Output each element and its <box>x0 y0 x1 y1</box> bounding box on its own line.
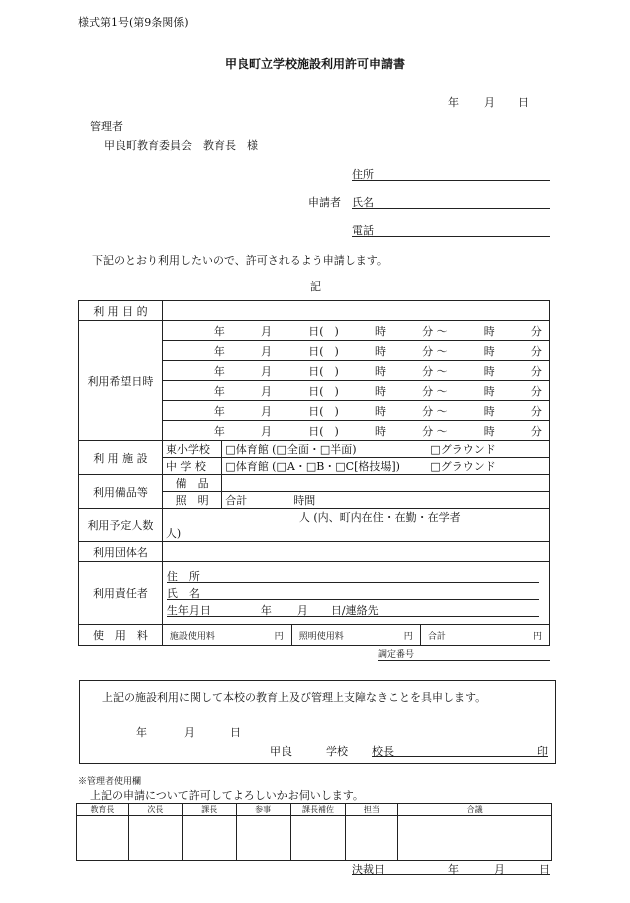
date-minute: 分 〜 <box>422 344 448 358</box>
facility-school-1: 東小学校 <box>162 441 221 458</box>
stamp-box-deputy[interactable] <box>128 816 182 861</box>
date-month: 月 <box>261 364 273 378</box>
date-month: 月 <box>261 424 273 438</box>
fee-label: 使 用 料 <box>79 625 163 646</box>
date-minute: 分 〜 <box>422 424 448 438</box>
date-hour-end: 時 <box>483 324 495 338</box>
seal-label: 印 <box>537 745 548 758</box>
date-year: 年 <box>213 384 225 398</box>
applicant-phone-label: 電話 <box>352 224 374 237</box>
facility-options-2[interactable] <box>222 458 550 475</box>
ground-option-1[interactable]: □グラウンド <box>430 443 496 456</box>
purpose-row <box>79 301 550 321</box>
facility-school-2: 中 学 校 <box>162 458 221 475</box>
facility-options-1[interactable] <box>222 441 550 458</box>
facility-row-1 <box>79 441 550 458</box>
facility-fee-label: 施設使用料 <box>169 631 215 642</box>
responsible-row <box>79 562 550 625</box>
assessment-number-field[interactable] <box>378 647 550 661</box>
application-table <box>78 300 550 646</box>
school-statement: 上記の施設利用に関して本校の教育上及び管理上支障なきことを具申します。 <box>102 691 487 704</box>
responsible-birth-field[interactable] <box>167 602 539 617</box>
date-month: 月 <box>261 384 273 398</box>
stamp-box-staff[interactable] <box>346 816 398 861</box>
date-hour-end: 時 <box>483 404 495 418</box>
date-year: 年 <box>213 364 225 378</box>
date-minute: 分 〜 <box>422 364 448 378</box>
date-month: 月 <box>261 344 273 358</box>
responsible-name-label: 氏 名 <box>166 587 200 600</box>
date-field-5[interactable] <box>162 401 549 421</box>
people-text: 人 (内、町内在住・在勤・在学者 <box>298 511 461 524</box>
date-day: 日( ) <box>308 364 339 378</box>
principal-signature-field[interactable] <box>372 743 548 757</box>
date-field-1[interactable] <box>162 321 549 341</box>
date-month: 月 <box>484 96 495 109</box>
date-minute: 分 〜 <box>422 324 448 338</box>
people-row <box>79 509 550 542</box>
total-fee-unit: 円 <box>532 631 542 642</box>
dates-label: 利用希望日時 <box>79 321 163 441</box>
date-day: 日( ) <box>308 344 339 358</box>
approval-table <box>76 803 552 861</box>
date-hour-end: 時 <box>483 344 495 358</box>
approval-header-consultation: 合議 <box>398 804 552 816</box>
approval-header-deputy: 次長 <box>128 804 182 816</box>
equipment-item: 備 品 <box>162 475 221 492</box>
date-hour: 時 <box>374 404 386 418</box>
date-day: 日( ) <box>308 404 339 418</box>
responsible-address-field[interactable] <box>167 568 539 583</box>
date-field-4[interactable] <box>162 381 549 401</box>
admin-request-text: 上記の申請について許可してよろしいかお伺いします。 <box>90 789 364 802</box>
responsible-address-label: 住 所 <box>166 570 200 583</box>
date-hour: 時 <box>374 364 386 378</box>
date-field-2[interactable] <box>162 341 549 361</box>
approval-stamp-row <box>77 816 552 861</box>
date-minute: 分 〜 <box>422 404 448 418</box>
date-day: 日 <box>518 96 529 109</box>
total-fee-field[interactable] <box>420 625 549 646</box>
purpose-field[interactable] <box>162 301 549 321</box>
approval-header-director: 課長 <box>182 804 236 816</box>
date-month: 月 <box>261 324 273 338</box>
ki-mark: 記 <box>310 280 321 293</box>
birth-year: 年 <box>260 604 272 617</box>
applicant-name-field[interactable] <box>352 194 550 209</box>
applicant-address-field[interactable] <box>352 166 550 181</box>
date-row-1 <box>79 321 550 341</box>
date-day: 日( ) <box>308 324 339 338</box>
stamp-box-counselor[interactable] <box>236 816 290 861</box>
school-statement-box <box>79 680 556 764</box>
date-year: 年 <box>213 404 225 418</box>
equipment-label: 利用備品等 <box>79 475 163 509</box>
people-label: 利用予定人数 <box>79 509 163 542</box>
date-hour: 時 <box>374 344 386 358</box>
date-hour-end: 時 <box>483 364 495 378</box>
stamp-box-consultation[interactable] <box>398 816 552 861</box>
fee-row <box>79 625 550 646</box>
form-number: 様式第1号(第9条関係) <box>78 16 189 29</box>
date-hour-end: 時 <box>483 384 495 398</box>
applicant-address-label: 住所 <box>352 168 374 181</box>
people-field[interactable] <box>162 509 549 542</box>
people-close: 人) <box>165 527 182 540</box>
date-minute-end: 分 <box>530 324 542 338</box>
date-year: 年 <box>213 324 225 338</box>
lighting-hours-label: 時間 <box>293 494 316 507</box>
approval-header-counselor: 参事 <box>236 804 290 816</box>
date-hour-end: 時 <box>483 424 495 438</box>
lighting-item: 照 明 <box>162 492 221 509</box>
responsible-label: 利用責任者 <box>79 562 163 625</box>
date-field-3[interactable] <box>162 361 549 381</box>
gym-option-2[interactable]: □体育館 (□A・□B・□C[格技場]) <box>225 460 400 473</box>
group-field[interactable] <box>162 542 549 562</box>
date-year: 年 <box>448 96 459 109</box>
group-label: 利用団体名 <box>79 542 163 562</box>
birth-day-contact: 日/連絡先 <box>330 604 379 617</box>
school-prefix: 甲良 <box>270 745 292 758</box>
facility-label: 利 用 施 設 <box>79 441 163 475</box>
date-hour: 時 <box>374 324 386 338</box>
approval-header-assistant-director: 課長補佐 <box>290 804 346 816</box>
principal-label: 校長 <box>372 745 394 758</box>
date-year: 年 <box>213 344 225 358</box>
lighting-fee-label: 照明使用料 <box>298 631 344 642</box>
facility-fee-unit: 円 <box>274 631 284 642</box>
birth-month: 月 <box>296 604 308 617</box>
date-minute-end: 分 <box>530 344 542 358</box>
facility-fee-field[interactable] <box>162 625 291 646</box>
addressee-label: 管理者 <box>90 120 123 133</box>
approval-header-row <box>77 804 552 816</box>
purpose-label: 利 用 目 的 <box>79 301 163 321</box>
applicant-phone-field[interactable] <box>352 222 550 237</box>
date-hour: 時 <box>374 424 386 438</box>
equipment-field[interactable] <box>222 475 550 492</box>
lighting-field[interactable] <box>222 492 550 509</box>
school-suffix: 学校 <box>326 745 348 758</box>
responsible-name-field[interactable] <box>167 585 539 600</box>
page-title: 甲良町立学校施設利用許可申請書 <box>224 57 405 71</box>
school-date-month: 月 <box>184 726 195 739</box>
lighting-total-label: 合計 <box>225 494 248 507</box>
responsible-fields <box>162 562 549 625</box>
school-date-day: 日 <box>230 726 241 739</box>
lighting-fee-field[interactable] <box>291 625 420 646</box>
decision-date-field[interactable] <box>352 861 550 875</box>
group-row <box>79 542 550 562</box>
stamp-box-director[interactable] <box>182 816 236 861</box>
decision-day: 日 <box>539 863 550 876</box>
date-day: 日( ) <box>308 384 339 398</box>
assessment-number-label: 調定番号 <box>378 650 415 660</box>
applicant-name-label: 氏名 <box>352 196 374 209</box>
date-minute-end: 分 <box>530 424 542 438</box>
birth-label: 生年月日 <box>166 604 211 617</box>
applicant-label: 申請者 <box>308 196 341 209</box>
admin-section-label: ※管理者使用欄 <box>78 777 142 787</box>
stamp-box-superintendent[interactable] <box>77 816 129 861</box>
date-month: 月 <box>261 404 273 418</box>
decision-month: 月 <box>494 863 505 876</box>
addressee-name: 甲良町教育委員会 教育長 様 <box>104 139 258 152</box>
date-field-6[interactable] <box>162 421 549 441</box>
gym-option-1[interactable]: □体育館 (□全面・□半面) <box>225 443 357 456</box>
approval-header-staff: 担当 <box>346 804 398 816</box>
equipment-row-1 <box>79 475 550 492</box>
lighting-fee-unit: 円 <box>403 631 413 642</box>
intro-text: 下記のとおり利用したいので、許可されるよう申請します。 <box>92 254 388 267</box>
date-minute: 分 〜 <box>422 384 448 398</box>
date-minute-end: 分 <box>530 404 542 418</box>
date-day: 日( ) <box>308 424 339 438</box>
date-hour: 時 <box>374 384 386 398</box>
stamp-box-assistant-director[interactable] <box>290 816 346 861</box>
approval-header-superintendent: 教育長 <box>77 804 129 816</box>
total-fee-label: 合計 <box>427 631 446 642</box>
decision-year: 年 <box>448 863 459 876</box>
date-minute-end: 分 <box>530 364 542 378</box>
date-year: 年 <box>213 424 225 438</box>
decision-date-label: 決裁日 <box>352 863 385 876</box>
ground-option-2[interactable]: □グラウンド <box>430 460 496 473</box>
school-date-year: 年 <box>136 726 147 739</box>
date-minute-end: 分 <box>530 384 542 398</box>
